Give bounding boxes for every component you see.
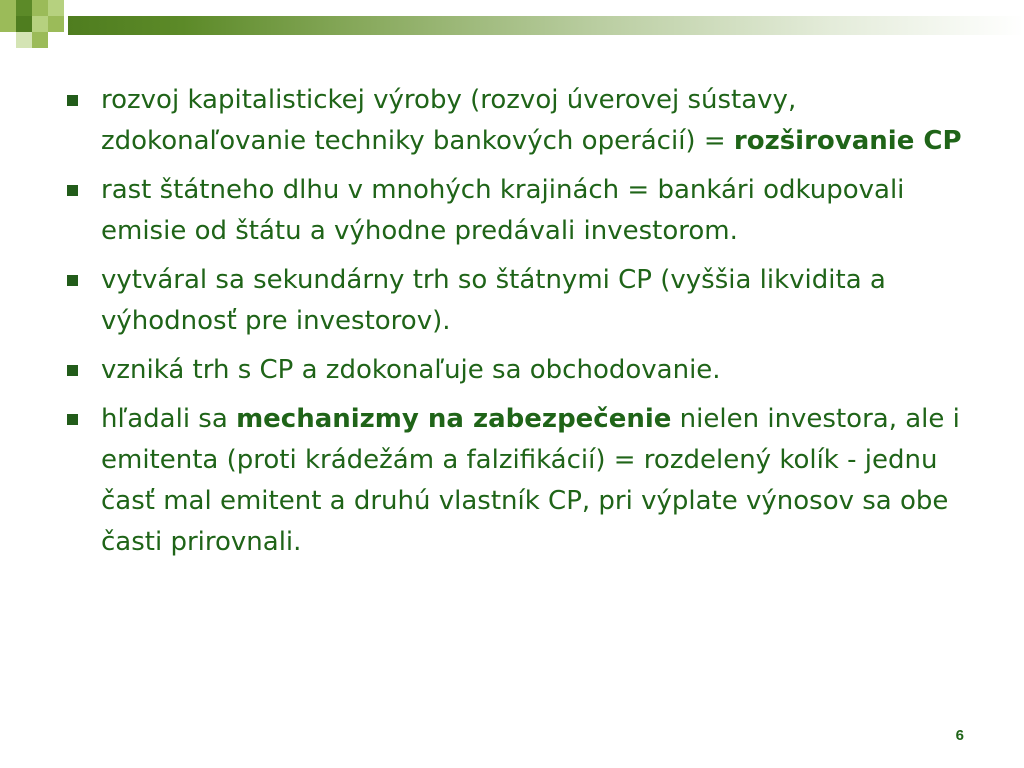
header-square xyxy=(32,32,48,48)
header-square xyxy=(32,16,48,32)
bullet-text: vytváral sa sekundárny trh so štátnymi CP (vyššia likvidita a výhodnosť pre investorov). xyxy=(101,265,886,336)
square-bullet-icon xyxy=(67,185,78,196)
header-square xyxy=(16,16,32,32)
header-square xyxy=(48,16,64,32)
square-bullet-icon xyxy=(67,275,78,286)
header-gradient-bar xyxy=(68,16,1024,35)
bullet-item xyxy=(60,260,990,342)
square-bullet-icon xyxy=(67,95,78,106)
bullet-text: rast štátneho dlhu v mnohých krajinách = bankári odkupovali emisie od štátu a výhodne predávali investorom. xyxy=(101,175,905,246)
header-square xyxy=(0,0,16,16)
bullet-list xyxy=(60,80,990,571)
header-square xyxy=(16,32,32,48)
header-square xyxy=(48,0,64,16)
square-bullet-icon xyxy=(67,365,78,376)
header-square xyxy=(16,0,32,16)
bullet-item xyxy=(60,80,990,162)
square-bullet-icon xyxy=(67,414,78,425)
header-square xyxy=(0,16,16,32)
bullet-text: hľadali sa mechanizmy na zabezpečenie nielen investora, ale i emitenta (proti krádežám a falzifikácií) = rozdelený kolík - jednu časť mal emitent a druhú vlastník CP, pri výplate výnosov sa obe časti prirovnali. xyxy=(101,404,960,557)
bullet-text: rozvoj kapitalistickej výroby (rozvoj úverovej sústavy, zdokonaľovanie techniky bankových operácií) = rozširovanie CP xyxy=(101,85,962,156)
page-number: 6 xyxy=(955,727,964,744)
bullet-item xyxy=(60,170,990,252)
bullet-item xyxy=(60,399,990,563)
bullet-item xyxy=(60,350,990,391)
bullet-text: vzniká trh s CP a zdokonaľuje sa obchodovanie. xyxy=(101,355,721,385)
header-square xyxy=(32,0,48,16)
